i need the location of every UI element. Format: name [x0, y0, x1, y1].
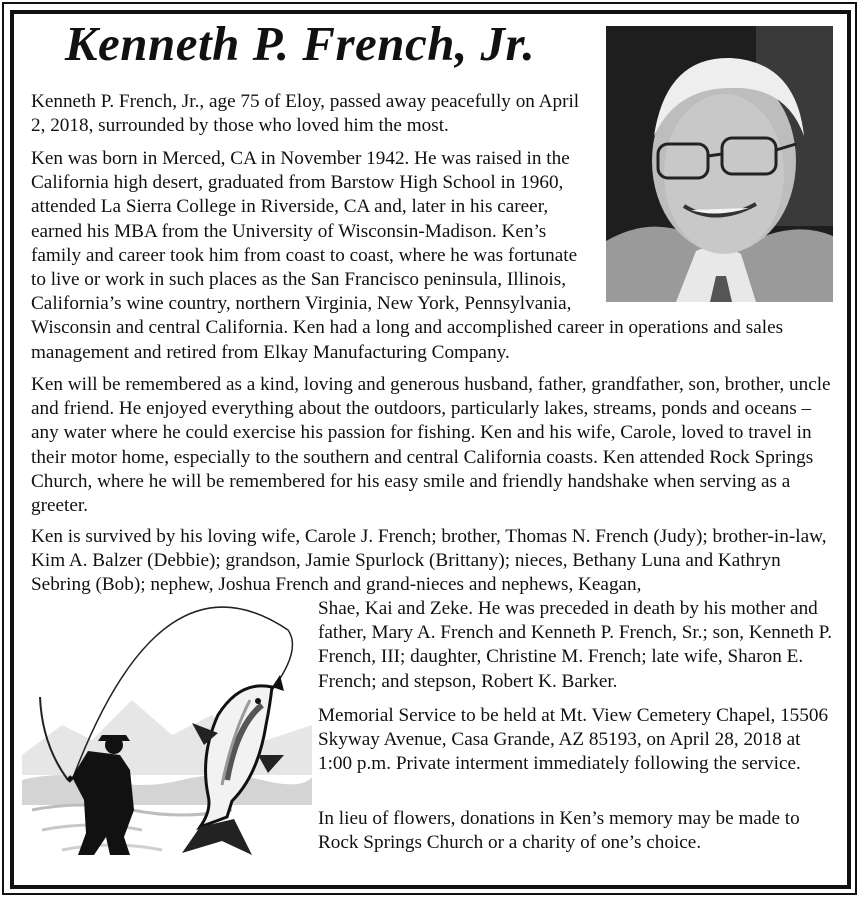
paragraph-biography: [31, 147, 831, 365]
paragraph-memorial-service: Memorial Service to be held at Mt. View Cemetery Chapel, 15506 Skyway Avenue, Casa Grande, AZ 85193, on April 28, 2018 at 1:00 p.m. Private interment immediately following the service.: [318, 705, 829, 775]
obituary-title: Kenneth P. French, Jr.: [64, 16, 536, 71]
paragraph-survivors: Ken is survived by his loving wife, Carole J. French; brother, Thomas N. French (Judy); brother-in-law, Kim A. Balzer (Debbie); grandson, Jamie Spurlock (Brittany); nieces, Bethany Luna and Kathryn Sebring (Bob); nephew, Joshua French and grand-nieces and nephews, Keagan,: [31, 526, 827, 596]
paragraph-intro: Kenneth P. French, Jr., age 75 of Eloy, passed away peacefully on April 2, 2018, surrounded by those who loved him the most.: [31, 91, 580, 137]
paragraph-preceded: Shae, Kai and Zeke. He was preceded in death by his mother and father, Mary A. French and Kenneth P. French, Sr.; son, Kenneth P. French, III; daughter, Christine M. French; late wife, Sharon E. French; and stepson, Robert K. Barker.: [318, 598, 833, 692]
paragraph-biography-text: Ken was born in Merced, CA in November 1942. He was raised in the California high desert, graduated from Barstow High School in 1960, attended La Sierra College in Riverside, CA and, later in his career, earned his MBA from the University of Wisconsin-Madison. Ken’s family and career took him from coast to coast, where he was fortunate to live or work in such places as the San Francisco peninsula, Illinois, California’s wine country, northern Virginia, New York, Pennsylvania, Wisconsin and central California. Ken had a long and accomplished career in operations and sales management and retired from Elkay Manufacturing Company.: [31, 148, 784, 363]
paragraph-remembrance: Ken will be remembered as a kind, loving and generous husband, father, grandfather, son, brother, uncle and friend. He enjoyed everything about the outdoors, particularly lakes, streams, ponds and oceans – any water where he could exercise his passion for fishing. Ken and his wife, Carole, loved to travel in their motor home, especially to the southern and central California coasts. Ken attended Rock Springs Church, where he will be remembered for his easy smile and friendly handshake when serving as a greeter.: [31, 374, 831, 517]
fishing-illustration-icon: [22, 605, 312, 875]
paragraph-donations: In lieu of flowers, donations in Ken’s memory may be made to Rock Springs Church or a charity of one’s choice.: [318, 808, 800, 854]
